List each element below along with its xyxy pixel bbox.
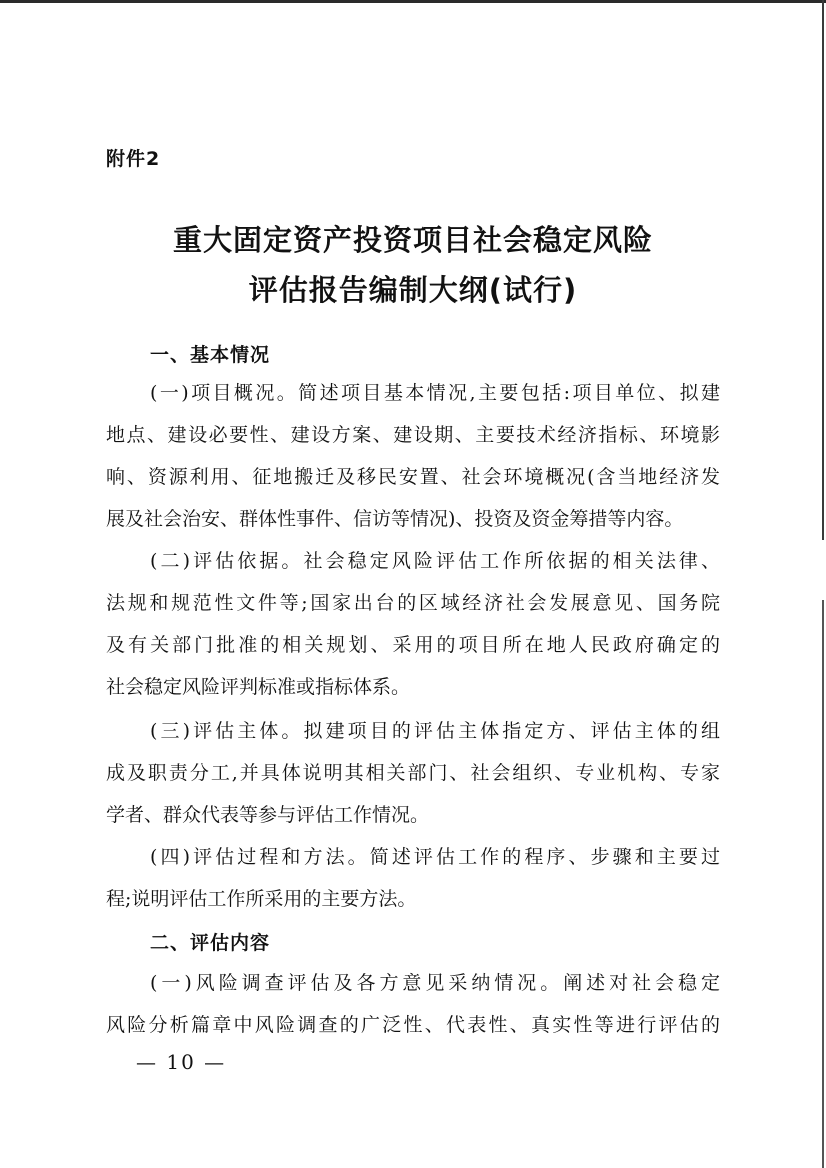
paragraph-line: 法规和规范性文件等;国家出台的区域经济社会发展意见、国务院 [106,592,720,614]
paragraph-line: (三)评估主体。拟建项目的评估主体指定方、评估主体的组 [150,720,720,742]
paragraph-line: (四)评估过程和方法。简述评估工作的程序、步骤和主要过 [150,846,720,868]
paragraph-line: 成及职责分工,并具体说明其相关部门、社会组织、专业机构、专家 [106,762,720,784]
scan-edge-right [822,0,824,540]
document-title-line-2: 评估报告编制大纲(试行) [248,273,578,307]
paragraph-line: 地点、建设必要性、建设方案、建设期、主要技术经济指标、环境影 [106,424,720,446]
document-title-line-1: 重大固定资产投资项目社会稳定风险 [172,223,653,257]
scan-edge-right-lower [822,600,824,1168]
attachment-label: 附件2 [106,148,161,170]
paragraph-line: 程;说明评估工作所采用的主要方法。 [106,888,417,910]
scan-edge-top [0,0,826,3]
paragraph-line: 社会稳定风险评判标准或指标体系。 [106,676,411,698]
paragraph-line: 学者、群众代表等参与评估工作情况。 [106,804,430,826]
paragraph-line: 风险分析篇章中风险调查的广泛性、代表性、真实性等进行评估的 [106,1014,720,1036]
section-heading-assessment-content: 二、评估内容 [150,932,271,954]
paragraph-line: (一)项目概况。简述项目基本情况,主要包括:项目单位、拟建 [150,382,720,404]
section-heading-basic-info: 一、基本情况 [150,344,271,366]
paragraph-line: 及有关部门批准的相关规划、采用的项目所在地人民政府确定的 [106,634,720,656]
paragraph-line: 展及社会治安、群体性事件、信访等情况)、投资及资金筹措等内容。 [106,508,684,530]
page-number: — 10 — [136,1050,227,1074]
paragraph-line: 响、资源利用、征地搬迁及移民安置、社会环境概况(含当地经济发 [106,466,720,488]
paragraph-line: (二)评估依据。社会稳定风险评估工作所依据的相关法律、 [150,550,720,572]
paragraph-line: (一)风险调查评估及各方意见采纳情况。阐述对社会稳定 [150,972,720,994]
